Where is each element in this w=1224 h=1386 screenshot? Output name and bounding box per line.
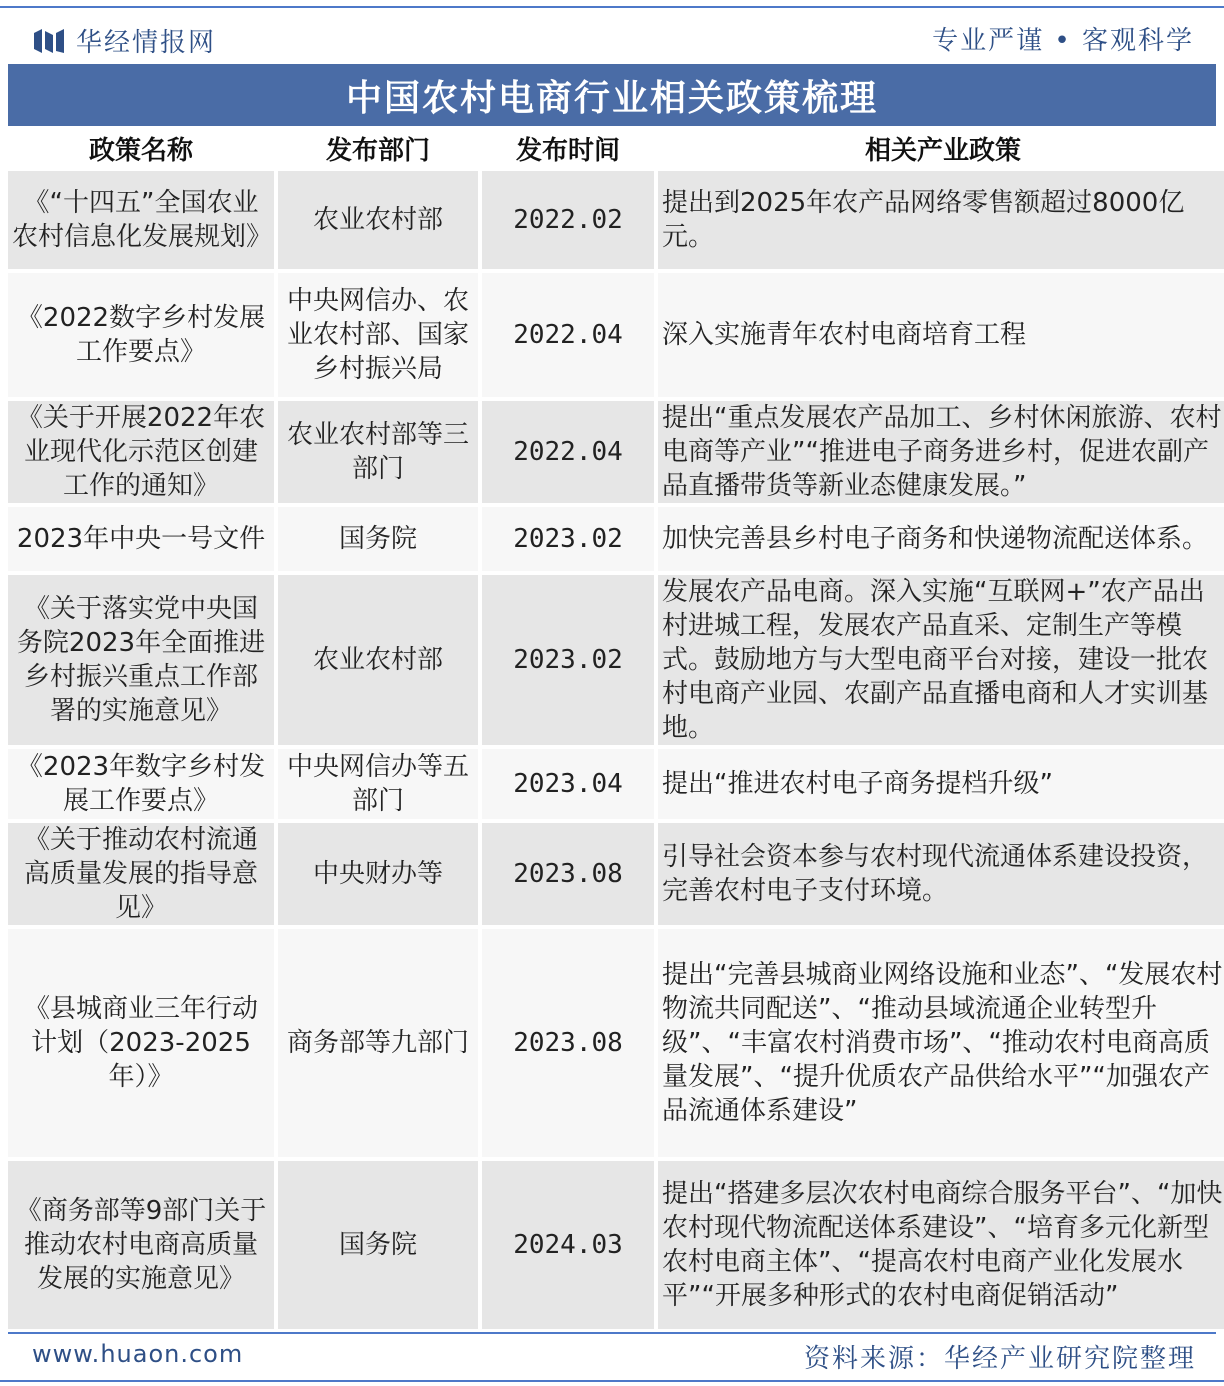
policy-cell: 提出“完善县城商业网络设施和业态”、“发展农村物流共同配送”、“推动县域流通企业转型升级”、“丰富农村消费市场”、“推动农村电商高质量发展”、“提升优质农产品供给水平”“加强农产品流通体系建设” <box>658 929 1224 1157</box>
department-cell: 农业农村部 <box>278 575 478 745</box>
policy-cell: 提出到2025年农产品网络零售额超过8000亿元。 <box>658 171 1224 269</box>
date-cell: 2023.08 <box>482 929 654 1157</box>
policy-name-cell: 《关于推动农村流通高质量发展的指导意见》 <box>8 823 274 925</box>
policy-cell: 提出“推进农村电子商务提档升级” <box>658 749 1224 819</box>
brand <box>34 22 216 59</box>
policy-name-cell: 《2022数字乡村发展工作要点》 <box>8 273 274 397</box>
department-cell: 商务部等九部门 <box>278 929 478 1157</box>
department-cell: 中央网信办等五部门 <box>278 749 478 819</box>
bottom-rule <box>0 1380 1224 1382</box>
department-cell: 农业农村部 <box>278 171 478 269</box>
policy-name-cell: 《关于开展2022年农业现代化示范区创建工作的通知》 <box>8 401 274 503</box>
table-row <box>8 929 1224 1157</box>
policy-cell: 发展农产品电商。深入实施“互联网+”农产品出村进城工程，发展农产品直采、定制生产等模式。鼓励地方与大型电商平台对接，建设一批农村电商产业园、农副产品直播电商和人才实训基地。 <box>658 575 1224 745</box>
policy-name-cell: 《县城商业三年行动计划（2023-2025年）》 <box>8 929 274 1157</box>
date-cell: 2022.04 <box>482 273 654 397</box>
date-cell: 2023.08 <box>482 823 654 925</box>
header-related-policy: 相关产业政策 <box>658 130 1224 167</box>
policy-name-cell: 《关于落实党中央国务院2023年全面推进乡村振兴重点工作部署的实施意见》 <box>8 575 274 745</box>
policy-cell: 提出“重点发展农产品加工、乡村休闲旅游、农村电商等产业”“推进电子商务进乡村，促进农副产品直播带货等新业态健康发展。” <box>658 401 1224 503</box>
date-cell: 2023.02 <box>482 575 654 745</box>
table-row <box>8 507 1224 571</box>
header-department: 发布部门 <box>278 130 478 167</box>
policy-name-cell: 《“十四五”全国农业农村信息化发展规划》 <box>8 171 274 269</box>
policy-cell: 引导社会资本参与农村现代流通体系建设投资，完善农村电子支付环境。 <box>658 823 1224 925</box>
department-cell: 国务院 <box>278 507 478 571</box>
page-header <box>0 8 1224 64</box>
table-row <box>8 749 1224 819</box>
table-row <box>8 823 1224 925</box>
policy-cell: 提出“搭建多层次农村电商综合服务平台”、“加快农村现代物流配送体系建设”、“培育多元化新型农村电商主体”、“提高农村电商产业化发展水平”“开展多种形式的农村电商促销活动” <box>658 1161 1224 1329</box>
header-date: 发布时间 <box>482 130 654 167</box>
policy-name-cell: 《商务部等9部门关于推动农村电商高质量发展的实施意见》 <box>8 1161 274 1329</box>
date-cell: 2023.02 <box>482 507 654 571</box>
table-row <box>8 273 1224 397</box>
slogan: 专业严谨 • 客观科学 <box>932 26 1194 56</box>
brand-name: 华经情报网 <box>76 28 217 58</box>
department-cell: 中央网信办、农业农村部、国家乡村振兴局 <box>278 273 478 397</box>
date-cell: 2024.03 <box>482 1161 654 1329</box>
policy-table <box>4 126 1224 1333</box>
department-cell: 国务院 <box>278 1161 478 1329</box>
header-policy-name: 政策名称 <box>8 130 274 167</box>
table-row <box>8 171 1224 269</box>
department-cell: 农业农村部等三部门 <box>278 401 478 503</box>
page-title: 中国农村电商行业相关政策梳理 <box>8 64 1216 126</box>
table-row <box>8 1161 1224 1329</box>
footer-source-note: 资料来源：华经产业研究院整理 <box>803 1344 1196 1374</box>
date-cell: 2022.04 <box>482 401 654 503</box>
footer-rule <box>8 1332 1216 1334</box>
date-cell: 2022.02 <box>482 171 654 269</box>
policy-name-cell: 《2023年数字乡村发展工作要点》 <box>8 749 274 819</box>
policy-name-cell: 2023年中央一号文件 <box>8 507 274 571</box>
policy-cell: 深入实施青年农村电商培育工程 <box>658 273 1224 397</box>
table-header-row <box>8 130 1224 167</box>
table-row <box>8 401 1224 503</box>
date-cell: 2023.04 <box>482 749 654 819</box>
department-cell: 中央财办等 <box>278 823 478 925</box>
huajing-logo-icon <box>34 29 64 53</box>
table-row <box>8 575 1224 745</box>
footer-website-link[interactable]: www.huaon.com <box>32 1340 244 1368</box>
policy-cell: 加快完善县乡村电子商务和快递物流配送体系。 <box>658 507 1224 571</box>
